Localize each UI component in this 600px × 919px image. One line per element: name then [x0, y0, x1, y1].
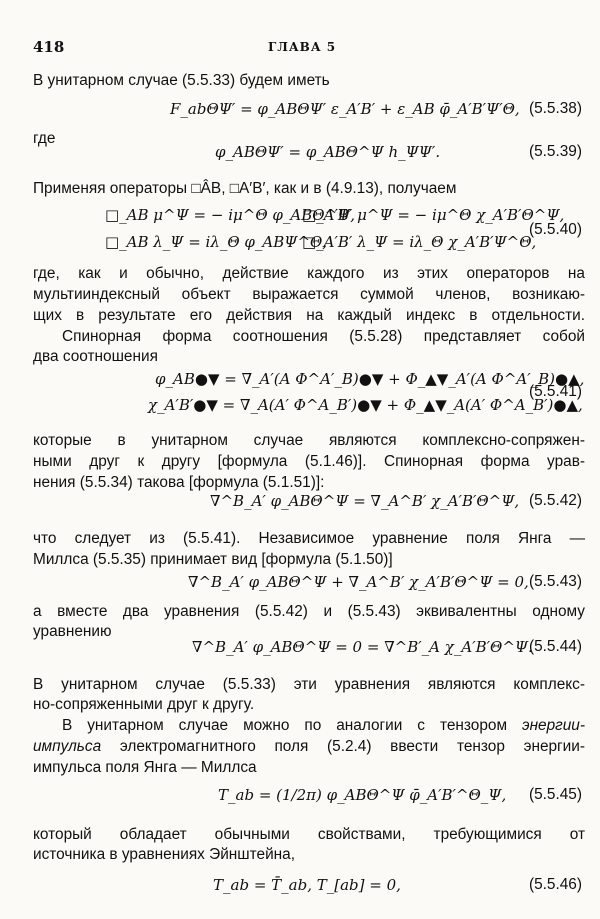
text-line: уравнению [33, 623, 112, 640]
equation-5-5-45: T_ab = (1/2π) φ_ABΘ^Ψ φ̄_A′B′^Θ_Ψ, [218, 786, 507, 804]
equation-5-5-39: φ_ABΘΨ′ = φ_ABΘ^Ψ h_ΨΨ′. [215, 143, 441, 161]
equation-5-5-43: ∇^B_A′ φ_ABΘ^Ψ + ∇_A^B′ χ_A′B′Θ^Ψ = 0, [188, 573, 529, 591]
equation-number: (5.5.46) [528, 876, 582, 893]
text-line: что следует из (5.5.41). Независимое уравнение поля Янга — [33, 530, 585, 547]
equation-number: (5.5.42) [528, 492, 582, 509]
text-line: импульса поля Янга — Миллса [33, 759, 257, 776]
text-line: щих в результате его действия на каждый индекс в отдельности. [33, 307, 585, 324]
equation-5-5-40-b: □_A′B′ μ^Ψ = − iμ^Θ χ_A′B′Θ^Ψ, [302, 206, 565, 224]
equation-5-5-40-c: □_AB λ_Ψ = iλ_Θ φ_ABΨ^Θ, [105, 233, 328, 251]
text-line: но-сопряженными друг к другу. [33, 696, 255, 713]
equation-5-5-41-b: χ_A′B′●▼ = ∇_A(A′ Φ^A_B′)●▼ + Φ_▲▼_A(A′ Φ^A_B′)●▲, [148, 396, 583, 414]
text-line: В унитарном случае (5.5.33) эти уравнения являются комплекс- [33, 676, 585, 693]
equation-number: (5.5.45) [528, 786, 582, 803]
page-number: 418 [33, 38, 65, 56]
equation-5-5-38: F_abΘΨ′ = φ_ABΘΨ′ ε_A′B′ + ε_AB φ̄_A′B′Ψ′Θ, [170, 100, 520, 118]
text-line: В унитарном случае (5.5.33) будем иметь [33, 72, 330, 89]
text-line: мультииндексный объект выражается суммой членов, возникаю- [33, 286, 585, 303]
text-line: Миллса (5.5.35) принимает вид [формула (5.1.50)] [33, 551, 393, 568]
equation-number: (5.5.41) [528, 383, 582, 400]
text-line: два соотношения [33, 348, 158, 365]
equation-5-5-44: ∇^B_A′ φ_ABΘ^Ψ = 0 = ∇^B′_A χ_A′B′Θ^Ψ. [192, 638, 533, 656]
equation-number: (5.5.38) [528, 100, 582, 117]
text-line: который обладает обычными свойствами, требующимися от [33, 826, 585, 843]
text-line: импульса электромагнитного поля (5.2.4) ввести тензор энергии- [33, 738, 585, 755]
equation-5-5-40-a: □_AB μ^Ψ = − iμ^Θ φ_ABΘ^Ψ, [105, 206, 356, 224]
text-line: источника в уравнениях Эйнштейна, [33, 846, 296, 863]
text-line: ными друг к другу [формула (5.1.46)]. Спинорная форма урав- [33, 453, 585, 470]
text-line: где [33, 130, 56, 147]
text-line: где, как и обычно, действие каждого из этих операторов на [33, 265, 585, 282]
equation-number: (5.5.43) [528, 573, 582, 590]
equation-number: (5.5.40) [528, 221, 582, 238]
text-line: Спинорная форма соотношения (5.5.28) представляет собой [62, 328, 585, 345]
equation-number: (5.5.44) [528, 638, 582, 655]
equation-5-5-46: T_ab = T̄_ab, T_[ab] = 0, [213, 876, 401, 894]
equation-number: (5.5.39) [528, 143, 582, 160]
text-line: а вместе два уравнения (5.5.42) и (5.5.43) эквивалентны одному [33, 603, 585, 620]
text-line: В унитарном случае можно по аналогии с тензором энергии- [62, 717, 585, 734]
equation-5-5-41-a: φ_AB●▼ = ∇_A′(A Φ^A′_B)●▼ + Φ_▲▼_A′(A Φ^A′_B)●▲, [155, 370, 585, 388]
equation-5-5-42: ∇^B_A′ φ_ABΘ^Ψ = ∇_A^B′ χ_A′B′Θ^Ψ, [210, 492, 520, 510]
chapter-header: ГЛАВА 5 [268, 40, 337, 54]
text-line: Применяя операторы □ÂB, □A′B′, как и в (4.9.13), получаем [33, 180, 457, 197]
text-line: нения (5.5.34) такова [формула (5.1.51)]: [33, 474, 325, 491]
text-line: которые в унитарном случае являются комплексно-сопряжен- [33, 432, 585, 449]
equation-5-5-40-d: □_A′B′ λ_Ψ = iλ_Θ χ_A′B′Ψ^Θ, [302, 233, 537, 251]
